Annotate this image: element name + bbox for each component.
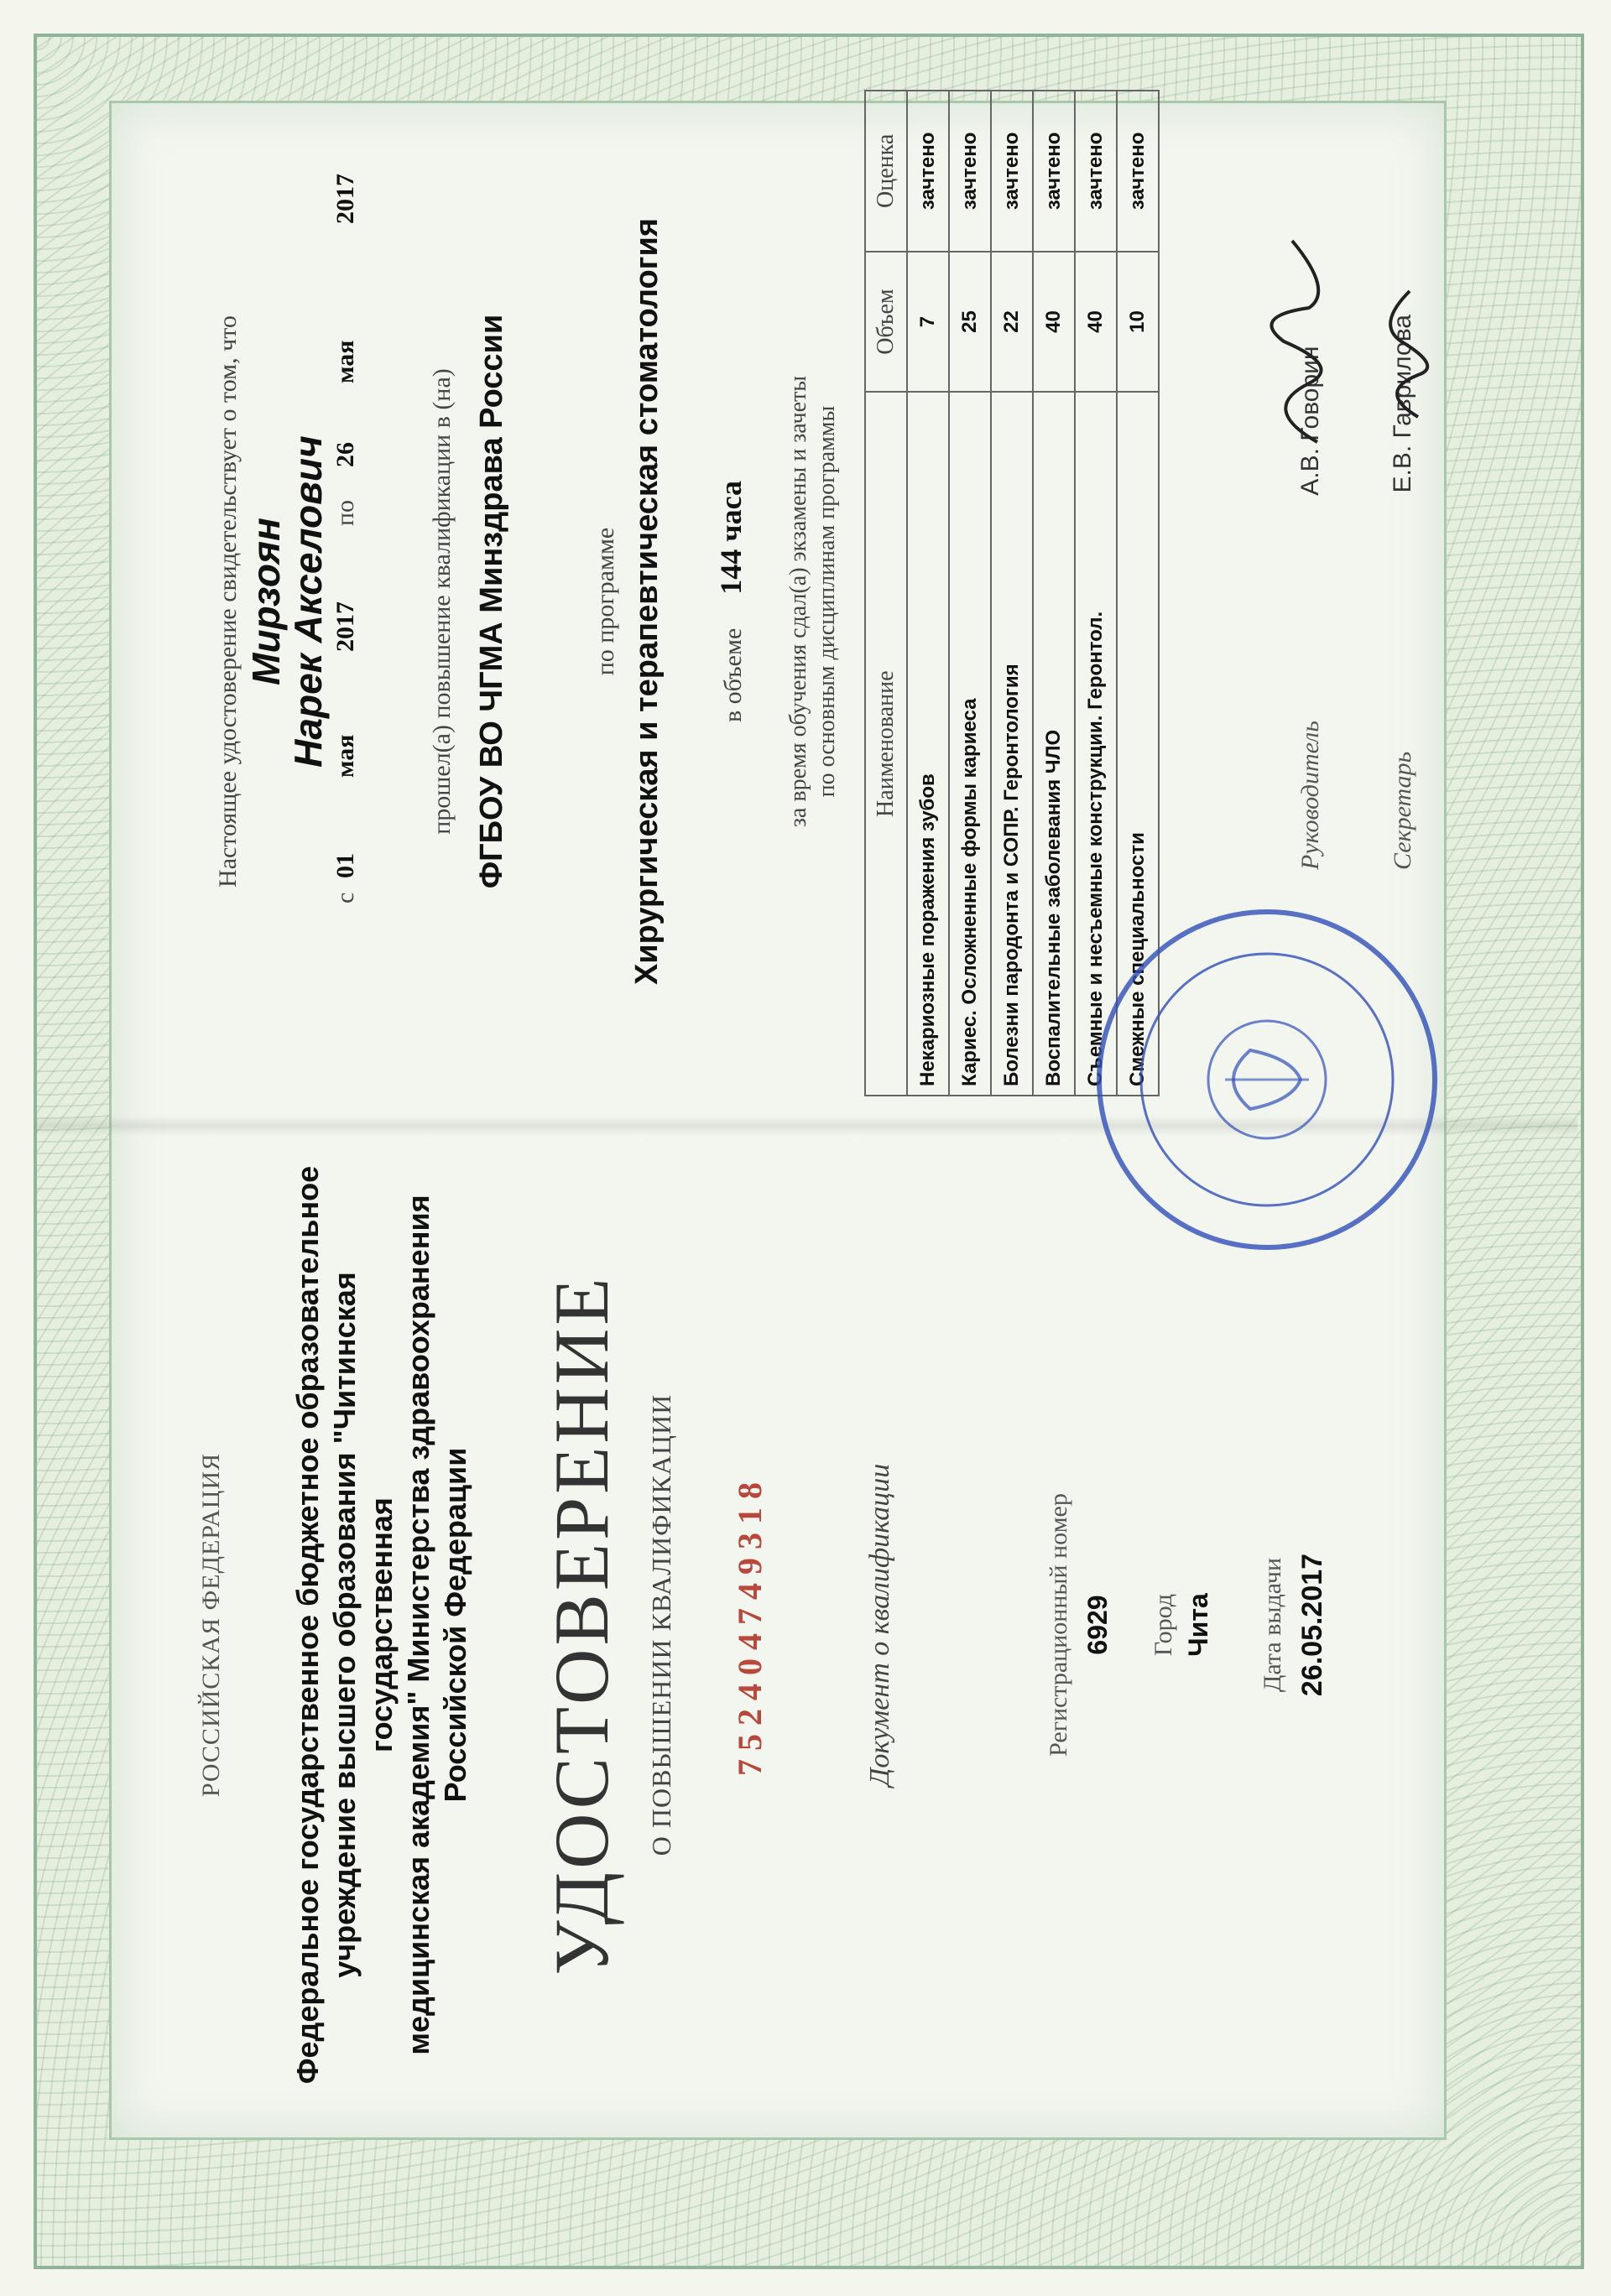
signature-secretary [1389, 115, 1417, 870]
by-program-text: по программе [592, 527, 619, 676]
org-line: учреждение высшего образования "Читинская государственная [327, 1272, 399, 1978]
table-header-row [865, 91, 907, 1096]
org-line: Федеральное государственное бюджетное образовательное [290, 1165, 325, 2085]
from-prefix: с [331, 892, 359, 903]
signatory-role: Руководитель [1296, 721, 1324, 870]
table-row [907, 91, 949, 1096]
issue-date-label: Дата выдачи [1259, 1557, 1286, 1693]
issue-date-value: 26.05.2017 [1296, 1553, 1328, 1697]
city-label: Город [1150, 1593, 1177, 1657]
organization-name [289, 1147, 474, 2103]
to-year: 2017 [331, 174, 359, 224]
to-prefix: по [331, 499, 359, 526]
exams-line: по основным дисциплинам программы [814, 405, 840, 798]
to-month: мая [331, 340, 359, 383]
org-line: медицинская академия" Министерства здравоохранения [401, 1195, 435, 2055]
subject-volume: 7 [907, 252, 949, 393]
holder-name: Нарек Акселович [286, 435, 330, 768]
subject-name: Болезни пародонта и СОПР. Геронтология [991, 392, 1033, 1096]
subject-volume: 10 [1117, 252, 1159, 393]
subject-grade: зачтено [991, 91, 1033, 252]
volume-line [713, 182, 748, 1021]
subject-grade: зачтено [949, 91, 991, 252]
country-label: РОССИЙСКАЯ ФЕДЕРАЦИЯ [197, 1452, 225, 1798]
subject-name: Кариес. Осложненные формы кариеса [949, 392, 991, 1096]
header-grade: Оценка [865, 91, 907, 252]
table-row [949, 91, 991, 1096]
official-seal-stamp [1091, 903, 1443, 1256]
signature-head [1296, 115, 1325, 870]
document-subtitle: О ПОВЫШЕНИИ КВАЛИФИКАЦИИ [646, 1393, 676, 1856]
header-name: Наименование [865, 392, 907, 1096]
passed-text: прошел(а) повышение квалификации в (на) [428, 368, 456, 835]
document-title: УДОСТОВЕРЕНИЕ [539, 1274, 624, 1976]
from-year: 2017 [331, 601, 359, 652]
subject-grade: зачтено [1075, 91, 1117, 252]
reg-number-value: 6929 [1082, 1595, 1113, 1655]
subject-grade: зачтено [907, 91, 949, 252]
subject-volume: 40 [1033, 252, 1075, 393]
study-period [331, 0, 373, 903]
to-day: 26 [331, 442, 359, 467]
institution-name: ФГБОУ ВО ЧГМА Минздрава России [474, 314, 509, 889]
from-month: мая [331, 734, 359, 778]
subject-name: Воспалительные заболевания ЧЛО [1033, 392, 1075, 1096]
subject-volume: 40 [1075, 252, 1117, 393]
volume-value: 144 часа [714, 480, 748, 595]
city-value: Чита [1183, 1593, 1213, 1657]
from-day: 01 [331, 853, 359, 878]
signatory-name: Е.В. Гаврилова [1389, 315, 1416, 493]
table-row [991, 91, 1033, 1096]
org-line: Российской Федерации [438, 1447, 472, 1803]
handwritten-signature [1368, 266, 1452, 434]
exams-text [785, 182, 842, 1021]
signatory-role: Секретарь [1389, 751, 1416, 870]
serial-number: 752404749318 [731, 1474, 769, 1776]
subject-name: Съемные и несъемные конструкции. Геронтол. [1075, 392, 1117, 1096]
subject-name: Смежные специальности [1117, 392, 1159, 1096]
document-type: Документ о квалификации [864, 1463, 895, 1787]
program-name: Хирургическая и терапевтическая стоматология [629, 217, 665, 986]
subject-volume: 22 [991, 252, 1033, 393]
handwritten-signature [1259, 232, 1351, 450]
subject-name: Некариозные поражения зубов [907, 392, 949, 1096]
header-volume: Объем [865, 252, 907, 393]
subject-volume: 25 [949, 252, 991, 393]
subject-grade: зачтено [1033, 91, 1075, 252]
subject-grade: зачтено [1117, 91, 1159, 252]
volume-label: в объеме [719, 627, 747, 723]
exams-line: за время обучения сдал(а) экзамены и зачеты [785, 375, 811, 828]
certifies-text: Настоящее удостоверение свидетельствует о том, что [214, 315, 242, 888]
reg-number-label: Регистрационный номер [1045, 1493, 1072, 1757]
table-row [1033, 91, 1075, 1096]
holder-surname: Мирзоян [244, 518, 288, 685]
signatory-name: А.В. Говорин [1296, 346, 1324, 496]
